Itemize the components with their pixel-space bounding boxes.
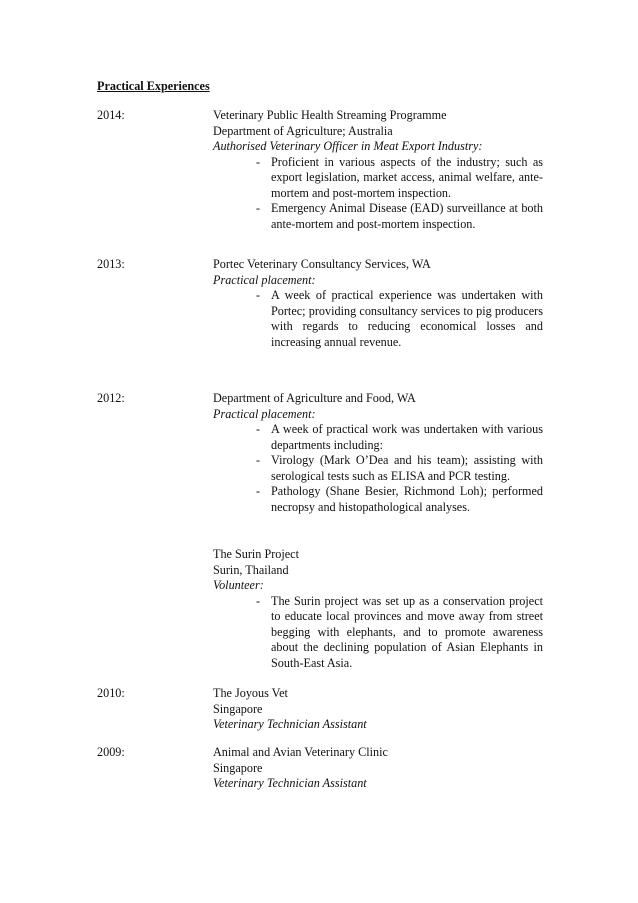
entry-location: Singapore <box>213 701 263 716</box>
entry-title: Department of Agriculture and Food, WA <box>213 391 416 405</box>
entry-details <box>213 745 543 792</box>
bullet-item: - A week of practical experience was undertaken with Portec; providing consultancy services to pig producers with regards to reducing economical losses and increasing annual revenue. <box>256 288 543 349</box>
entry-title: Veterinary Public Health Streaming Programme <box>213 108 447 122</box>
entry-year: 2009: <box>97 745 125 759</box>
entry-location: Surin, Thailand <box>213 562 289 577</box>
entry-bullets <box>213 288 543 350</box>
bullet-item: - Proficient in various aspects of the industry; such as export legislation, market access, animal welfare, ante-mortem and post-mortem inspection. <box>256 154 543 200</box>
entry-role: Authorised Veterinary Officer in Meat Export Industry: <box>213 139 483 153</box>
entry-role: Practical placement: <box>213 272 316 287</box>
entry-details <box>213 108 543 232</box>
bullet-item: - A week of practical work was undertaken with various departments including: <box>256 422 543 452</box>
bullet-item: - Virology (Mark O’Dea and his team); assisting with serological tests such as ELISA and PCR testing. <box>256 453 543 483</box>
entry-location: Singapore <box>213 760 263 775</box>
entry-title: The Joyous Vet <box>213 686 288 700</box>
bullet-item: - The Surin project was set up as a conservation project to educate local provinces and move away from street begging with elephants, and to promote awareness about the declining population of Asian Elephants in South-East Asia. <box>256 593 543 670</box>
section-heading: Practical Experiences <box>97 79 210 93</box>
entry-details <box>213 686 543 733</box>
entry-year: 2010: <box>97 686 125 700</box>
entry-year: 2012: <box>97 391 125 405</box>
entry-bullets <box>213 422 543 515</box>
entry-year: 2013: <box>97 257 125 271</box>
entry-role: Volunteer: <box>213 578 264 592</box>
sub-entry-surin-project <box>213 547 543 671</box>
entry-organization: Department of Agriculture; Australia <box>213 123 393 138</box>
bullet-item: - Emergency Animal Disease (EAD) surveillance at both ante-mortem and post-mortem inspection. <box>256 201 543 231</box>
entry-bullets <box>213 594 543 672</box>
entry-title: Animal and Avian Veterinary Clinic <box>213 745 388 759</box>
entry-role: Practical placement: <box>213 406 316 421</box>
entry-details <box>213 257 543 350</box>
entry-role: Veterinary Technician Assistant <box>213 776 367 790</box>
entry-title: Portec Veterinary Consultancy Services, WA <box>213 257 431 271</box>
entry-role: Veterinary Technician Assistant <box>213 717 367 731</box>
entry-title: The Surin Project <box>213 547 299 561</box>
entry-bullets <box>213 155 543 233</box>
entry-year: 2014: <box>97 108 125 122</box>
bullet-item: - Pathology (Shane Besier, Richmond Loh); performed necropsy and histopathological analyses. <box>256 484 543 514</box>
entry-details <box>213 391 543 671</box>
